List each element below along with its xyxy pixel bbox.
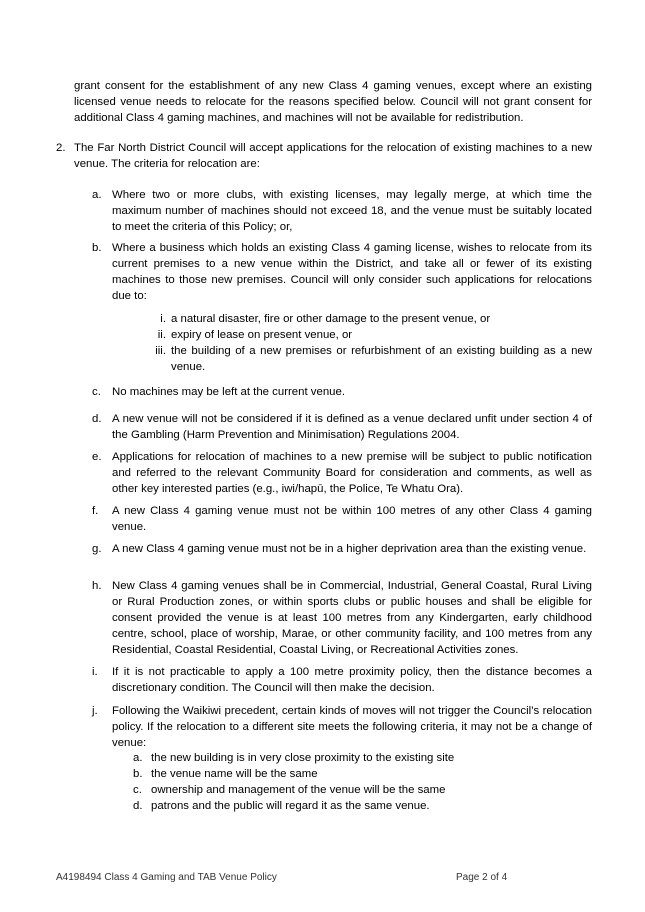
criteria-text: ownership and management of the venue will be the same xyxy=(151,784,446,796)
sub-item-text: A new venue will not be considered if it is defined as a venue declared unfit under section 4 of the Gambling (Harm Prevention and Minimisation) Regulations 2004. xyxy=(112,413,592,441)
sub-item-text: New Class 4 gaming venues shall be in Commercial, Industrial, General Coastal, Rural Living or Rural Production zones, or within sports clubs or public houses and shall be eligible for consent provided the venue is at least 100 metres from any Kindergarten, early childhood centre, school, place of worship, Marae, or other community facility, and 100 metres from any Residential, Coastal Residential, Coastal Living, or Recreational Activities zones. xyxy=(112,580,592,656)
sub-item-label: a. xyxy=(92,189,102,201)
criteria-text: the venue name will be the same xyxy=(151,768,318,780)
sub-item-d xyxy=(92,411,592,443)
sub-item-text: A new Class 4 gaming venue must not be in a higher deprivation area than the existing venue. xyxy=(112,543,587,555)
intro-paragraph: grant consent for the establishment of any new Class 4 gaming venues, except where an existing licensed venue needs to relocate for the reasons specified below. Council will not grant consent for additional Class 4 gaming machines, and machines will not be available for redistribution. xyxy=(74,80,592,124)
sub-item-text: A new Class 4 gaming venue must not be within 100 metres of any other Class 4 gaming venue. xyxy=(112,505,592,533)
sub-item-g xyxy=(92,541,592,557)
sub-item-b xyxy=(92,240,592,304)
footer-document-reference: A4198494 Class 4 Gaming and TAB Venue Policy xyxy=(56,872,277,883)
sub-item-label: c. xyxy=(92,386,101,398)
sub-item-h xyxy=(92,578,592,658)
criteria-text: patrons and the public will regard it as the same venue. xyxy=(151,800,430,812)
sub-item-label: f. xyxy=(92,505,99,517)
sub-item-c xyxy=(92,384,592,400)
sub-item-text: Applications for relocation of machines to a new premise will be subject to public notification and referred to the relevant Community Board for consideration and comments, as well as other key interested parties (e.g., iwi/hapū, the Police, Te Whatu Ora). xyxy=(112,451,592,495)
reason-item-iii xyxy=(138,343,592,375)
sub-item-a xyxy=(92,187,592,235)
criteria-item-b xyxy=(133,766,592,782)
sub-item-label: d. xyxy=(92,413,102,425)
sub-item-text: No machines may be left at the current venue. xyxy=(112,386,345,398)
sub-item-label: b. xyxy=(92,242,102,254)
list-item-text: The Far North District Council will accept applications for the relocation of existing machines to a new venue. The criteria for relocation are: xyxy=(74,142,592,170)
reason-text: a natural disaster, fire or other damage to the present venue, or xyxy=(171,313,491,325)
criteria-item-c xyxy=(133,782,592,798)
reason-text: expiry of lease on present venue, or xyxy=(171,329,353,341)
sub-item-label: h. xyxy=(92,580,102,592)
footer-page-number: Page 2 of 4 xyxy=(456,872,508,883)
reason-item-i xyxy=(138,311,592,327)
criteria-label: d. xyxy=(133,800,143,812)
sub-item-text: If it is not practicable to apply a 100 metre proximity policy, then the distance becomes a discretionary condition. The Council will then make the decision. xyxy=(112,666,592,694)
criteria-label: c. xyxy=(133,784,142,796)
list-number: 2. xyxy=(56,142,66,154)
criteria-item-a xyxy=(133,750,592,766)
criteria-label: b. xyxy=(133,768,143,780)
sub-item-label: j. xyxy=(92,705,98,717)
sub-item-text: Where a business which holds an existing Class 4 gaming license, wishes to relocate from its current premises to a new venue within the District, and take all or fewer of its existing machines to those new premises. Council will only consider such applications for relocations due to: xyxy=(112,242,592,302)
sub-item-label: g. xyxy=(92,543,102,555)
sub-item-i xyxy=(92,664,592,696)
sub-item-f xyxy=(92,503,592,535)
sub-item-label: e. xyxy=(92,451,102,463)
reason-item-ii xyxy=(138,327,592,343)
criteria-item-d xyxy=(133,798,592,814)
sub-item-j xyxy=(92,703,592,751)
reason-label: iii. xyxy=(155,345,166,357)
criteria-text: the new building is in very close proximity to the existing site xyxy=(151,752,455,764)
reason-label: ii. xyxy=(157,329,166,341)
list-item-2 xyxy=(56,140,592,172)
reason-label: i. xyxy=(160,313,166,325)
criteria-label: a. xyxy=(133,752,143,764)
sub-item-text: Following the Waikiwi precedent, certain kinds of moves will not trigger the Council’s relocation policy. If the relocation to a different site meets the following criteria, it may not be a change of venue: xyxy=(112,705,592,749)
sub-item-label: i. xyxy=(92,666,98,678)
sub-item-e xyxy=(92,449,592,497)
reason-text: the building of a new premises or refurbishment of an existing building as a new venue. xyxy=(171,345,592,373)
sub-item-text: Where two or more clubs, with existing licenses, may legally merge, at which time the maximum number of machines should not exceed 18, and the venue must be suitably located to meet the criteria of this Policy; or, xyxy=(112,189,592,233)
